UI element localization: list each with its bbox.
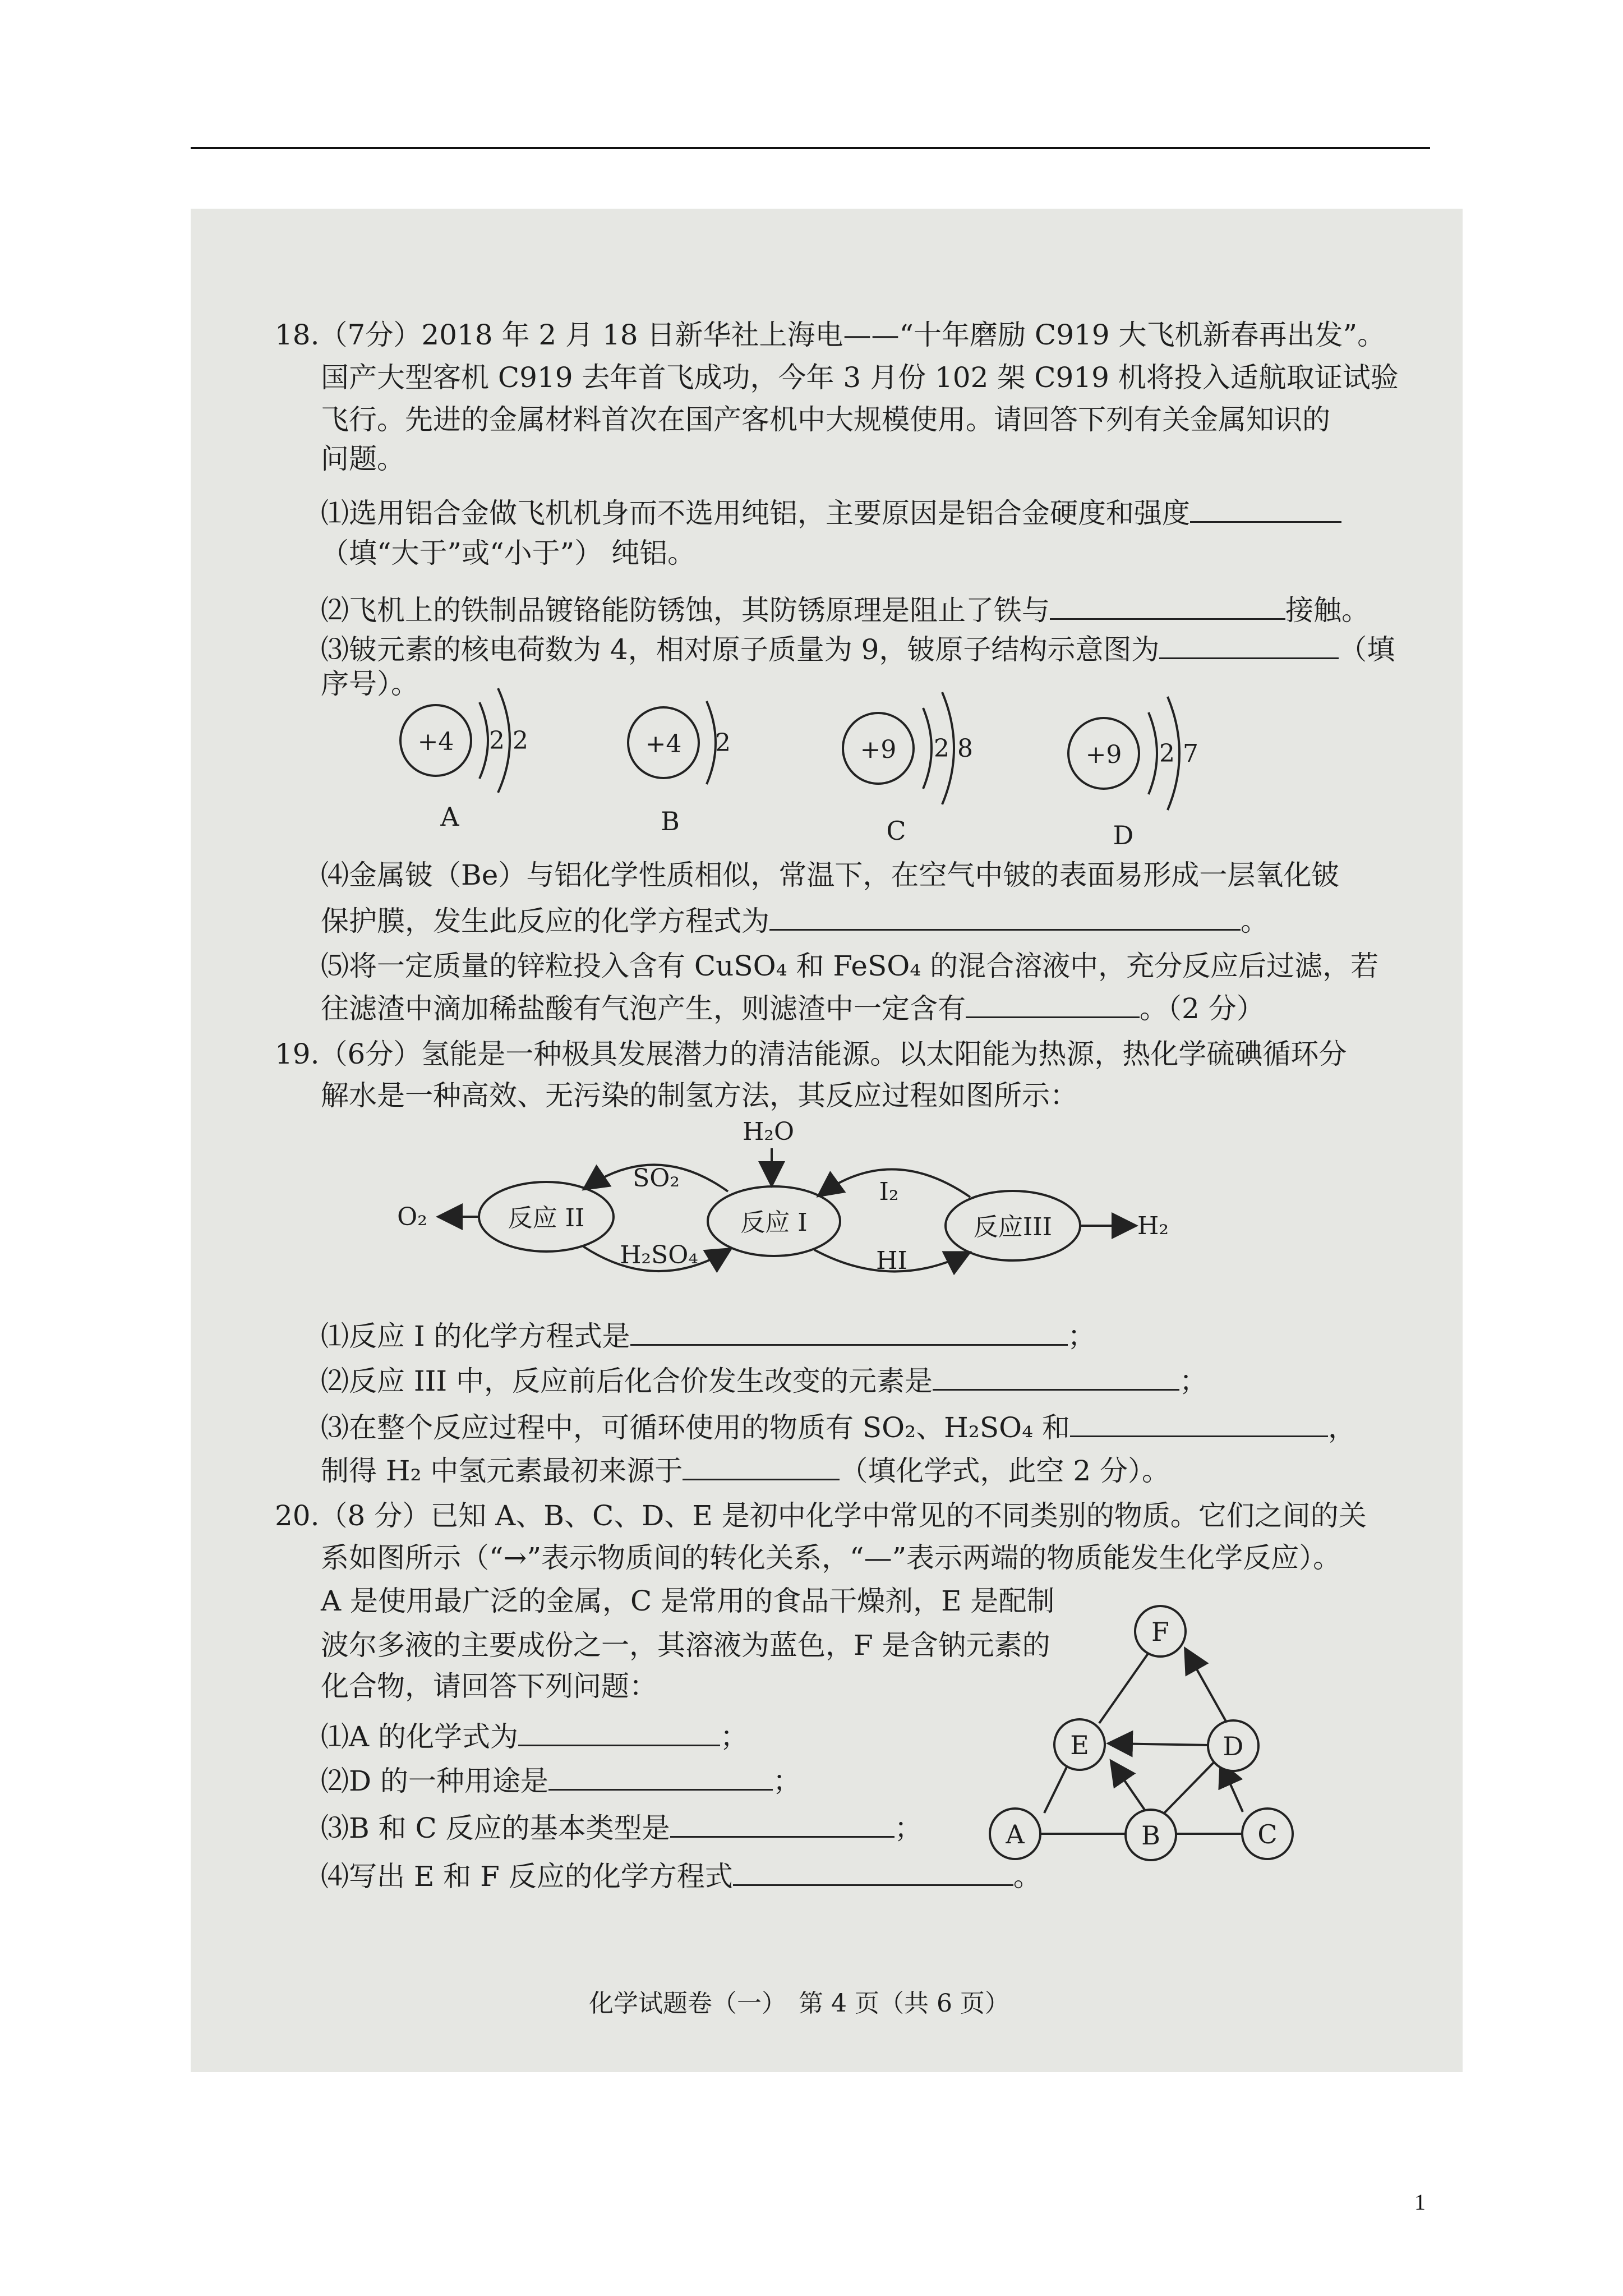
node-b-label: B [1141,1820,1160,1851]
q18-part3-end: （填 [1339,633,1395,666]
q20-part4-text: ⑷写出 E 和 F 反应的化学方程式 [321,1860,733,1893]
q19-part3-end2: （填化学式，此空 2 分）。 [840,1455,1170,1487]
q19-part2-end: ； [1179,1365,1208,1397]
q18-intro-line1: 18.（7分）2018 年 2 月 18 日新华社上海电——“十年磨励 C919 大飞机新春再出发”。 [275,319,1386,351]
reaction-1-label: 反应 I [740,1208,808,1237]
q20-part3-end: ； [894,1812,923,1844]
q18-intro-line2: 国产大型客机 C919 去年首飞成功，今年 3 月份 102 架 C919 机将投入适航取证试验 [321,361,1399,394]
h2-label: H₂ [1137,1212,1169,1240]
q19-intro-line2: 解水是一种高效、无污染的制氢方法，其反应过程如图所示： [321,1079,1078,1112]
q18-part2-text: ⑵飞机上的铁制品镀铬能防锈蚀，其防锈原理是阻止了铁与 [321,594,1050,627]
substance-relation-diagram [191,209,1463,1948]
q19-intro-line1: 19.（6分）氢能是一种极具发展潜力的清洁能源。以太阳能为热源，热化学硫碘循环分 [275,1038,1347,1070]
q20-intro-line5: 化合物，请回答下列问题： [321,1670,657,1703]
q18-part2-end: 接触。 [1285,594,1370,627]
q20-intro-line2: 系如图所示（“→”表示物质间的转化关系，“—”表示两端的物质能发生化学反应）。 [321,1542,1341,1574]
q18-part5-text: 往滤渣中滴加稀盐酸有气泡产生，则滤渣中一定含有 [321,992,966,1025]
q20-intro-line3: A 是使用最广泛的金属，C 是常用的食品干燥剂，E 是配制 [321,1585,1055,1617]
atom-b-electrons: 2 [715,729,731,757]
atom-d-nucleus: +9 [1085,740,1122,769]
q19-part1-end: ； [1067,1320,1096,1352]
q18-part4-line1: ⑷金属铍（Be）与铝化学性质相似，常温下，在空气中铍的表面易形成一层氧化铍 [321,859,1340,891]
h2o-label: H₂O [742,1117,795,1146]
atom-d-label: D [1113,820,1134,850]
atom-d-electrons: 2 7 [1159,739,1198,768]
node-c-label: C [1257,1819,1278,1849]
q18-part5-end: 。（2 分） [1140,992,1265,1025]
i2-label: I₂ [879,1177,899,1206]
o2-label: O₂ [397,1203,427,1231]
q20-part2-end: ； [772,1765,801,1797]
node-d-label: D [1223,1731,1244,1761]
atom-c-nucleus: +9 [860,735,897,764]
q18-part4-end: 。 [1241,905,1269,937]
reaction-2-label: 反应 II [508,1204,585,1232]
atom-a-nucleus: +4 [417,728,454,756]
q18-intro-line4: 问题。 [321,443,405,475]
so2-label: SO₂ [633,1164,680,1193]
q18-part1-text: ⑴选用铝合金做飞机机身而不选用纯铝，主要原因是铝合金硬度和强度 [321,497,1190,530]
hi-label: HI [876,1246,907,1275]
node-a-label: A [1006,1819,1025,1849]
page-number: 1 [1414,2189,1426,2215]
atom-b-label: B [661,806,680,836]
atom-c-electrons: 2 8 [934,734,973,763]
q19-part3-text: ⑶在整个反应过程中，可循环使用的物质有 SO₂、H₂SO₄ 和 [321,1411,1071,1444]
h2so4-label: H₂SO₄ [620,1241,698,1269]
q18-part4-text: 保护膜，发生此反应的化学方程式为 [321,905,769,937]
q19-part2-text: ⑵反应 III 中，反应前后化合价发生改变的元素是 [321,1365,933,1397]
atom-b-nucleus: +4 [645,730,682,758]
q20-part2-text: ⑵D 的一种用途是 [321,1765,548,1797]
q18-part3-line2: 序号）。 [321,668,419,700]
top-rule [191,147,1430,149]
exam-content [191,209,1463,2072]
q18-part5-line1: ⑸将一定质量的锌粒投入含有 CuSO₄ 和 FeSO₄ 的混合溶液中，充分反应后过滤，若 [321,950,1379,982]
q20-part1-end: ； [720,1720,749,1753]
q18-intro-line3: 飞行。先进的金属材料首次在国产客机中大规模使用。请回答下列有关金属知识的 [321,403,1330,436]
atom-a-electrons: 2 2 [489,726,528,755]
q19-part1-text: ⑴反应 I 的化学方程式是 [321,1320,630,1352]
q19-part3-text2: 制得 H₂ 中氢元素最初来源于 [321,1455,683,1487]
node-f-label: F [1151,1617,1169,1647]
atom-c-label: C [886,816,906,846]
scanned-exam-page [191,209,1463,2072]
q20-intro-line4: 波尔多液的主要成份之一，其溶液为蓝色，F 是含钠元素的 [321,1629,1050,1662]
q20-part3-text: ⑶B 和 C 反应的基本类型是 [321,1812,670,1844]
exam-footer: 化学试题卷（一） 第 4 页（共 6 页） [589,1989,1009,2018]
q20-part4-end: 。 [1013,1860,1041,1893]
reaction-3-label: 反应III [973,1213,1053,1241]
q18-part1-line2: （填“大于”或“小于”） 纯铝。 [321,537,696,569]
q18-part3-text: ⑶铍元素的核电荷数为 4，相对原子质量为 9，铍原子结构示意图为 [321,633,1160,666]
q20-intro-line1: 20.（8 分）已知 A、B、C、D、E 是初中化学中常见的不同类别的物质。它们之间的关 [275,1499,1367,1532]
q19-part3-end1: ， [1328,1411,1357,1444]
q20-part1-text: ⑴A 的化学式为 [321,1720,519,1753]
atom-a-label: A [440,802,459,832]
node-e-label: E [1070,1730,1089,1760]
